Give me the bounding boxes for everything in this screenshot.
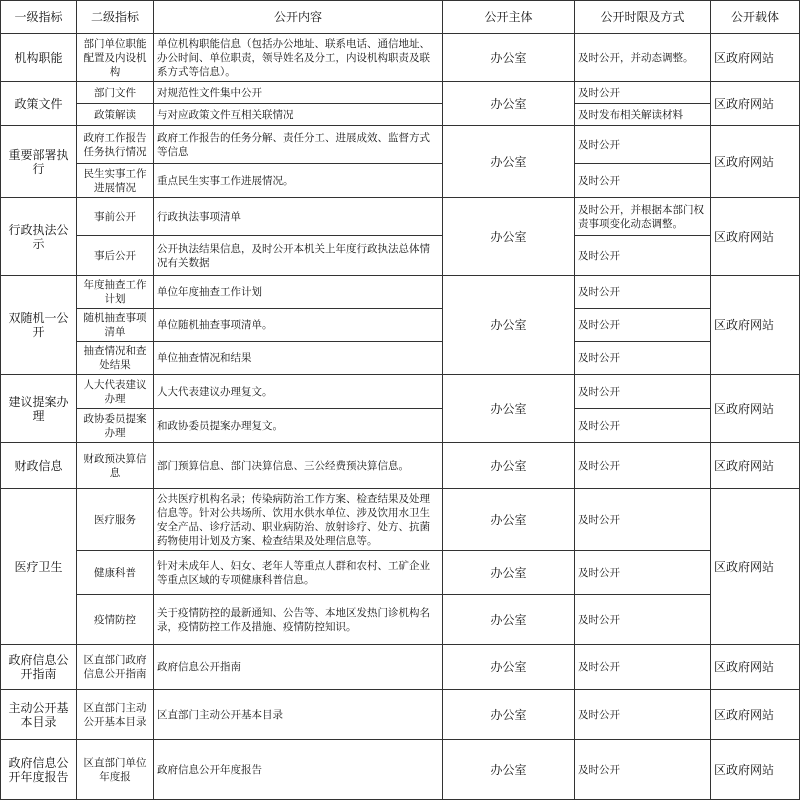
table-row bbox=[1, 164, 800, 198]
level2-cell: 事前公开 bbox=[77, 198, 154, 236]
timing-cell: 及时公开 bbox=[575, 164, 711, 198]
content-cell: 和政协委员提案办理复文。 bbox=[154, 409, 443, 443]
level1-cell: 双随机一公开 bbox=[1, 276, 77, 375]
timing-cell: 及时公开 bbox=[575, 236, 711, 276]
table-row bbox=[1, 34, 800, 82]
timing-cell: 及时公开 bbox=[575, 82, 711, 104]
content-cell: 单位机构职能信息（包括办公地址、联系电话、通信地址、办公时间、单位职责，领导姓名及分工，内设机构职责及联系方式等信息）。 bbox=[154, 34, 443, 82]
timing-cell: 及时公开 bbox=[575, 740, 711, 800]
level2-cell: 区直部门主动公开基本目录 bbox=[77, 690, 154, 740]
table-row bbox=[1, 342, 800, 375]
level1-cell: 机构职能 bbox=[1, 34, 77, 82]
content-cell: 区直部门主动公开基本目录 bbox=[154, 690, 443, 740]
level2-cell: 部门单位职能配置及内设机构 bbox=[77, 34, 154, 82]
subject-cell: 办公室 bbox=[443, 126, 575, 198]
level1-cell: 政府信息公开年度报告 bbox=[1, 740, 77, 800]
level2-cell: 抽查情况和查处结果 bbox=[77, 342, 154, 375]
header-timing: 公开时限及方式 bbox=[575, 1, 711, 34]
level2-cell: 年度抽查工作计划 bbox=[77, 276, 154, 309]
header-carrier: 公开载体 bbox=[711, 1, 800, 34]
content-cell: 重点民生实事工作进展情况。 bbox=[154, 164, 443, 198]
carrier-cell: 区政府网站 bbox=[711, 276, 800, 375]
content-cell: 人大代表建议办理复文。 bbox=[154, 375, 443, 409]
carrier-cell: 区政府网站 bbox=[711, 82, 800, 126]
content-cell: 关于疫情防控的最新通知、公告等、本地区发热门诊机构名录，疫情防控工作及措施、疫情防控知识。 bbox=[154, 595, 443, 645]
table-row bbox=[1, 489, 800, 551]
level2-cell: 财政预决算信息 bbox=[77, 443, 154, 489]
content-cell: 公共医疗机构名录；传染病防治工作方案、检查结果及处理信息等。针对公共场所、饮用水供水单位、涉及饮用水卫生安全产品、诊疗活动、职业病防治、放射诊疗、处方、抗菌药物使用计划及方案、检查结果及处理信息等。 bbox=[154, 489, 443, 551]
content-cell: 单位年度抽查工作计划 bbox=[154, 276, 443, 309]
subject-cell: 办公室 bbox=[443, 595, 575, 645]
header-content: 公开内容 bbox=[154, 1, 443, 34]
carrier-cell: 区政府网站 bbox=[711, 126, 800, 198]
table-row bbox=[1, 309, 800, 342]
level2-cell: 部门文件 bbox=[77, 82, 154, 104]
content-cell: 单位随机抽查事项清单。 bbox=[154, 309, 443, 342]
level2-cell: 健康科普 bbox=[77, 551, 154, 595]
content-cell: 公开执法结果信息，及时公开本机关上年度行政执法总体情况有关数据 bbox=[154, 236, 443, 276]
carrier-cell: 区政府网站 bbox=[711, 740, 800, 800]
level1-cell: 行政执法公示 bbox=[1, 198, 77, 276]
content-cell: 政府信息公开指南 bbox=[154, 645, 443, 690]
table-row bbox=[1, 126, 800, 164]
timing-cell: 及时发布相关解读材料 bbox=[575, 104, 711, 126]
level2-cell: 随机抽查事项清单 bbox=[77, 309, 154, 342]
subject-cell: 办公室 bbox=[443, 198, 575, 276]
table-row bbox=[1, 409, 800, 443]
header-level2: 二级指标 bbox=[77, 1, 154, 34]
timing-cell: 及时公开 bbox=[575, 551, 711, 595]
subject-cell: 办公室 bbox=[443, 276, 575, 375]
subject-cell: 办公室 bbox=[443, 34, 575, 82]
carrier-cell: 区政府网站 bbox=[711, 690, 800, 740]
timing-cell: 及时公开 bbox=[575, 126, 711, 164]
table-row bbox=[1, 236, 800, 276]
header-level1: 一级指标 bbox=[1, 1, 77, 34]
timing-cell: 及时公开 bbox=[575, 690, 711, 740]
timing-cell: 及时公开 bbox=[575, 276, 711, 309]
timing-cell: 及时公开 bbox=[575, 309, 711, 342]
table-row bbox=[1, 375, 800, 409]
level1-cell: 主动公开基本目录 bbox=[1, 690, 77, 740]
content-cell: 部门预算信息、部门决算信息、三公经费预决算信息。 bbox=[154, 443, 443, 489]
level1-cell: 建议提案办理 bbox=[1, 375, 77, 443]
carrier-cell: 区政府网站 bbox=[711, 34, 800, 82]
subject-cell: 办公室 bbox=[443, 82, 575, 126]
level1-cell: 医疗卫生 bbox=[1, 489, 77, 645]
timing-cell: 及时公开 bbox=[575, 342, 711, 375]
content-cell: 单位抽查情况和结果 bbox=[154, 342, 443, 375]
level1-cell: 政策文件 bbox=[1, 82, 77, 126]
level2-cell: 区直部门单位年度报 bbox=[77, 740, 154, 800]
level2-cell: 疫情防控 bbox=[77, 595, 154, 645]
subject-cell: 办公室 bbox=[443, 551, 575, 595]
content-cell: 政府工作报告的任务分解、责任分工、进展成效、监督方式等信息 bbox=[154, 126, 443, 164]
content-cell: 对规范性文件集中公开 bbox=[154, 82, 443, 104]
carrier-cell: 区政府网站 bbox=[711, 375, 800, 443]
level2-cell: 政府工作报告任务执行情况 bbox=[77, 126, 154, 164]
header-row bbox=[1, 1, 800, 34]
subject-cell: 办公室 bbox=[443, 375, 575, 443]
timing-cell: 及时公开 bbox=[575, 375, 711, 409]
table-row bbox=[1, 104, 800, 126]
table-row bbox=[1, 276, 800, 309]
table-row bbox=[1, 443, 800, 489]
content-cell: 针对未成年人、妇女、老年人等重点人群和农村、工矿企业等重点区域的专项健康科普信息。 bbox=[154, 551, 443, 595]
timing-cell: 及时公开 bbox=[575, 409, 711, 443]
level1-cell: 重要部署执行 bbox=[1, 126, 77, 198]
header-subject: 公开主体 bbox=[443, 1, 575, 34]
level2-cell: 政协委员提案办理 bbox=[77, 409, 154, 443]
timing-cell: 及时公开 bbox=[575, 443, 711, 489]
level2-cell: 政策解读 bbox=[77, 104, 154, 126]
table-row bbox=[1, 82, 800, 104]
subject-cell: 办公室 bbox=[443, 443, 575, 489]
timing-cell: 及时公开，并动态调整。 bbox=[575, 34, 711, 82]
table-row bbox=[1, 198, 800, 236]
timing-cell: 及时公开 bbox=[575, 645, 711, 690]
table-row bbox=[1, 645, 800, 690]
timing-cell: 及时公开 bbox=[575, 489, 711, 551]
timing-cell: 及时公开，并根据本部门权责事项变化动态调整。 bbox=[575, 198, 711, 236]
table-row bbox=[1, 740, 800, 800]
content-cell: 行政执法事项清单 bbox=[154, 198, 443, 236]
content-cell: 与对应政策文件互相关联情况 bbox=[154, 104, 443, 126]
level2-cell: 医疗服务 bbox=[77, 489, 154, 551]
carrier-cell: 区政府网站 bbox=[711, 489, 800, 645]
subject-cell: 办公室 bbox=[443, 740, 575, 800]
table-row bbox=[1, 595, 800, 645]
content-cell: 政府信息公开年度报告 bbox=[154, 740, 443, 800]
carrier-cell: 区政府网站 bbox=[711, 198, 800, 276]
timing-cell: 及时公开 bbox=[575, 595, 711, 645]
level1-cell: 财政信息 bbox=[1, 443, 77, 489]
subject-cell: 办公室 bbox=[443, 489, 575, 551]
level2-cell: 民生实事工作进展情况 bbox=[77, 164, 154, 198]
subject-cell: 办公室 bbox=[443, 690, 575, 740]
level1-cell: 政府信息公开指南 bbox=[1, 645, 77, 690]
level2-cell: 人大代表建议办理 bbox=[77, 375, 154, 409]
table-row bbox=[1, 690, 800, 740]
level2-cell: 区直部门政府信息公开指南 bbox=[77, 645, 154, 690]
carrier-cell: 区政府网站 bbox=[711, 443, 800, 489]
subject-cell: 办公室 bbox=[443, 645, 575, 690]
table-row bbox=[1, 551, 800, 595]
carrier-cell: 区政府网站 bbox=[711, 645, 800, 690]
level2-cell: 事后公开 bbox=[77, 236, 154, 276]
